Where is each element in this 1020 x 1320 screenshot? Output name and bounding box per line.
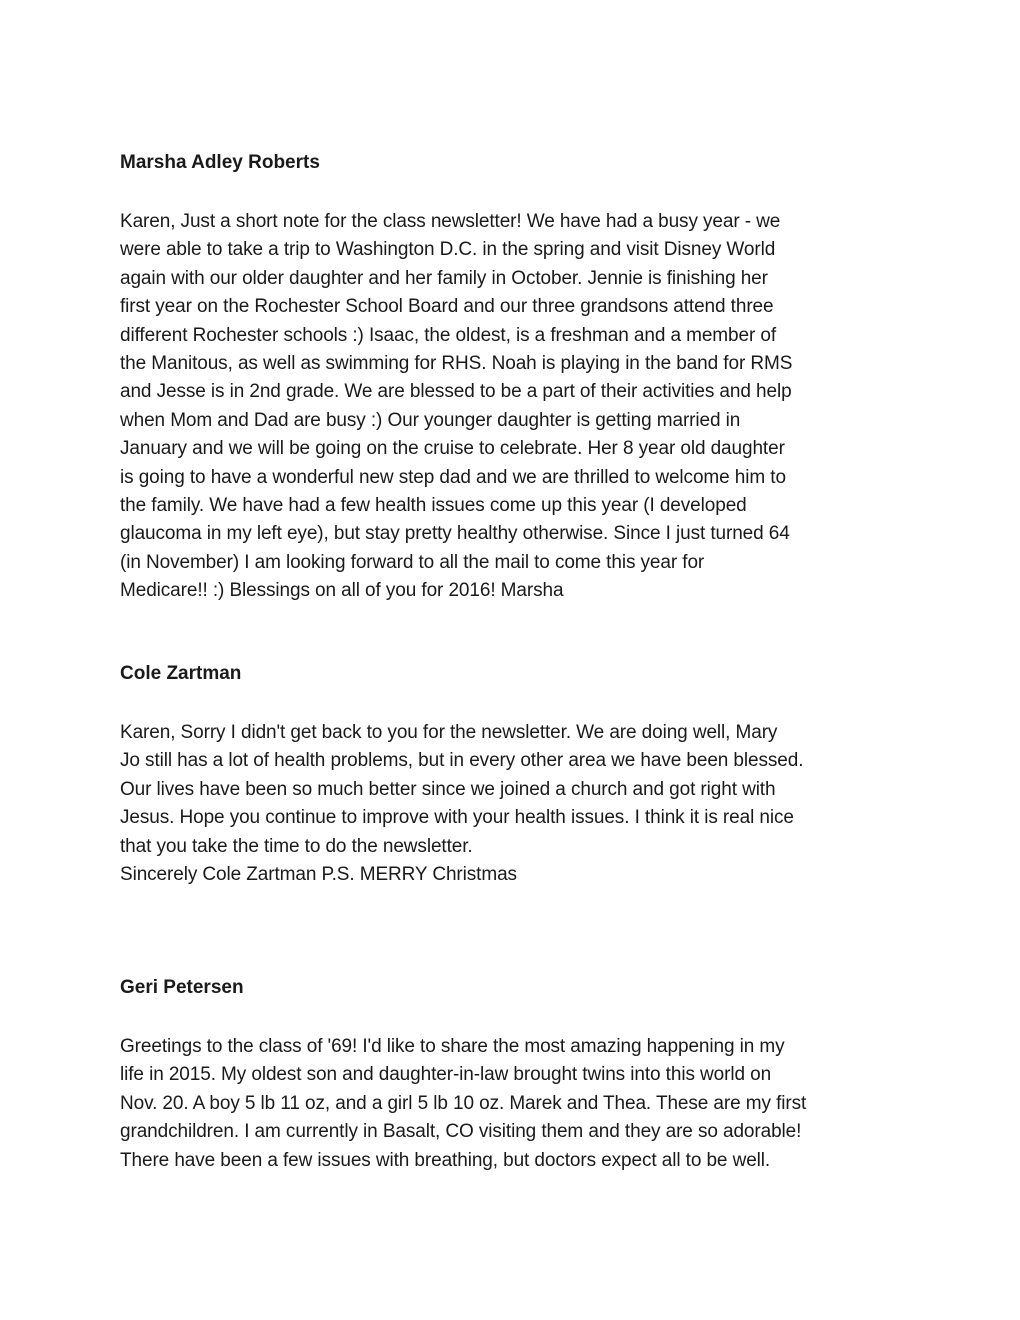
entry-author-name: Cole Zartman	[120, 663, 242, 684]
body-line: the Manitous, as well as swimming for RHS. Noah is playing in the band for RMS	[120, 353, 793, 375]
body-line: Karen, Just a short note for the class newsletter! We have had a busy year - we	[120, 211, 781, 232]
body-line: Sincerely Cole Zartman P.S. MERRY Christmas	[120, 864, 517, 886]
body-line: Medicare!! :) Blessings on all of you for 2016! Marsha	[120, 580, 564, 602]
body-line: that you take the time to do the newsletter.	[120, 835, 473, 857]
entry-marsha	[120, 151, 910, 606]
body-line: There have been a few issues with breathing, but doctors expect all to be well.	[120, 1149, 771, 1171]
body-line: first year on the Rochester School Board and our three grandsons attend three	[120, 296, 774, 318]
body-line: were able to take a trip to Washington D.C. in the spring and visit Disney World	[120, 239, 776, 261]
entry-geri	[120, 976, 910, 1175]
body-line: when Mom and Dad are busy :) Our younger daughter is getting married in	[120, 409, 741, 431]
body-line: (in November) I am looking forward to all the mail to come this year for	[120, 551, 705, 573]
body-line: different Rochester schools :) Isaac, the oldest, is a freshman and a member of	[120, 324, 777, 346]
body-line: grandchildren. I am currently in Basalt, CO visiting them and they are so adorable!	[120, 1121, 802, 1143]
entry-cole	[120, 662, 910, 889]
entry-author-name: Geri Petersen	[120, 977, 244, 998]
body-line: Greetings to the class of '69! I'd like to share the most amazing happening in my	[120, 1036, 785, 1057]
body-line: glaucoma in my left eye), but stay pretty healthy otherwise. Since I just turned 64	[120, 523, 790, 545]
entry-body	[120, 719, 910, 889]
body-line: is going to have a wonderful new step dad and we are thrilled to welcome him to	[120, 466, 786, 488]
body-line: Our lives have been so much better since we joined a church and got right with	[120, 778, 776, 800]
body-line: Karen, Sorry I didn't get back to you for the newsletter. We are doing well, Mary	[120, 722, 778, 743]
body-line: the family. We have had a few health issues come up this year (I developed	[120, 495, 747, 517]
entry-body	[120, 208, 910, 606]
entry-author-name: Marsha Adley Roberts	[120, 152, 320, 173]
entry-body	[120, 1033, 910, 1175]
body-line: Jesus. Hope you continue to improve with your health issues. I think it is real nice	[120, 807, 794, 829]
body-line: life in 2015. My oldest son and daughter-in-law brought twins into this world on	[120, 1064, 772, 1086]
body-line: again with our older daughter and her family in October. Jennie is finishing her	[120, 267, 768, 289]
body-line: and Jesse is in 2nd grade. We are blessed to be a part of their activities and help	[120, 381, 792, 403]
body-line: Jo still has a lot of health problems, but in every other area we have been blessed.	[120, 750, 804, 772]
body-line: January and we will be going on the cruise to celebrate. Her 8 year old daughter	[120, 438, 785, 460]
body-line: Nov. 20. A boy 5 lb 11 oz, and a girl 5 lb 10 oz. Marek and Thea. These are my first	[120, 1092, 807, 1114]
